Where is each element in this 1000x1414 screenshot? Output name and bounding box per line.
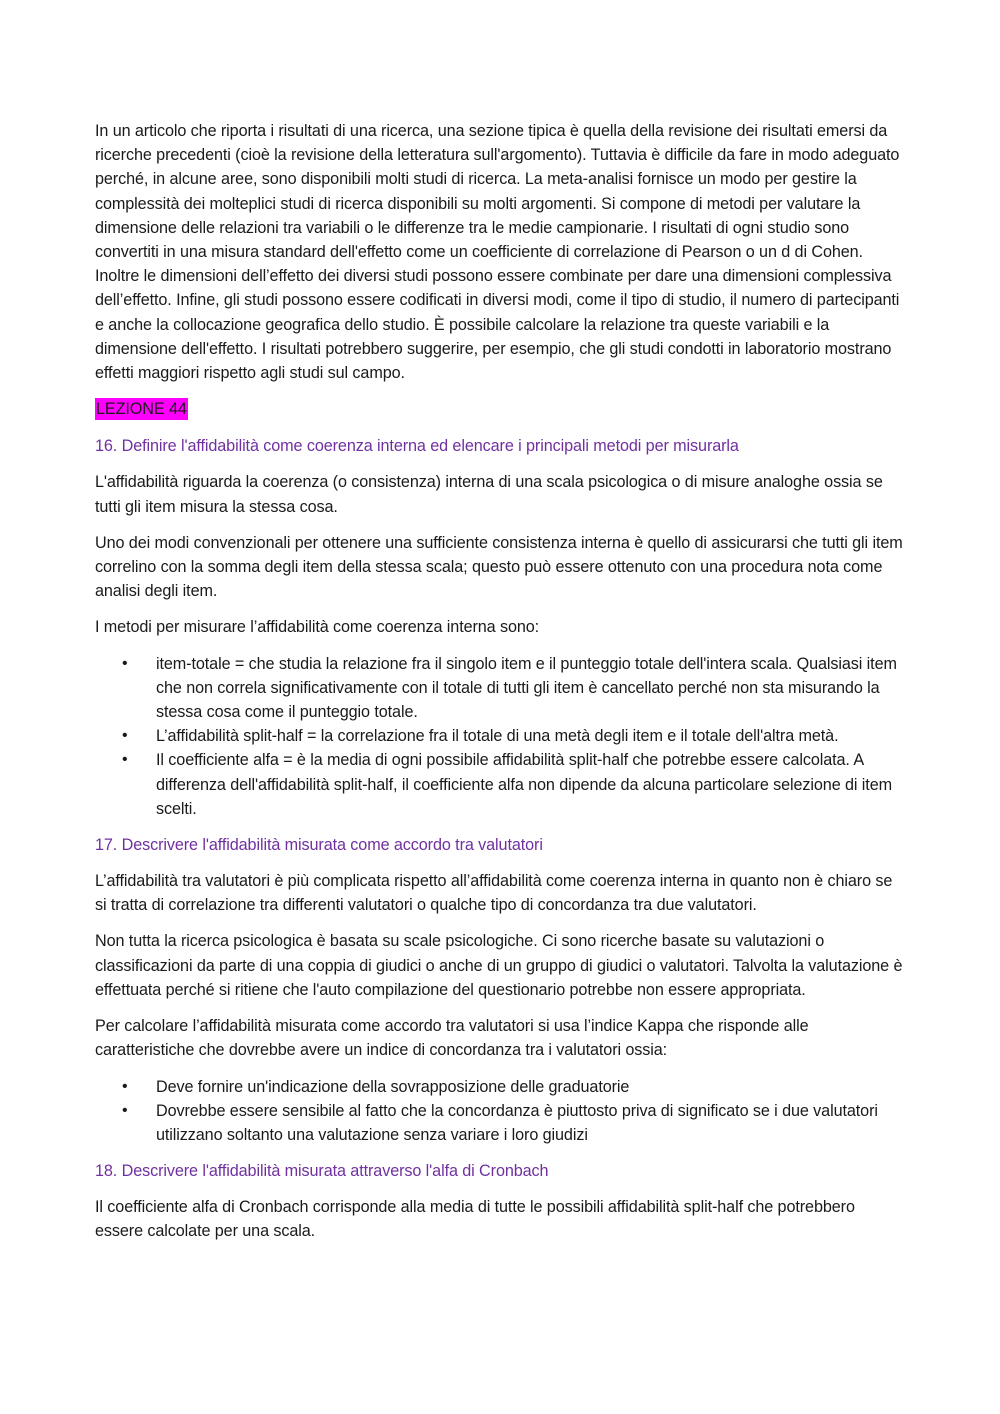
section-16-paragraph-3: I metodi per misurare l’affidabilità come coerenza interna sono: (95, 618, 540, 637)
bullet-icon: • (122, 727, 128, 745)
list-item (95, 724, 907, 748)
bullet-icon: • (122, 1077, 128, 1095)
intro-paragraph: In un articolo che riporta i risultati di una ricerca, una sezione tipica è quella della revisione dei risultati emersi da ricerche precedenti (cioè la revisione della letteratura sull'argomento). Tuttavia è difficile da fare in modo adeguato perché, in alcune aree, sono disponibili molti studi di ricerca. La meta-analisi fornisce un modo per gestire la complessità dei molteplici studi di ricerca disponibili su molti argomenti. Si compone di metodi per valutare la dimensione delle relazioni tra variabili o le differenze tra le medie campionarie. I risultati di ogni studio sono convertiti in una misura standard dell'effetto come un coefficiente di correlazione di Pearson o un d di Cohen. Inoltre le dimensioni dell’effetto dei diversi studi possono essere combinate per dare una dimensioni complessiva dell’effetto. Infine, gli studi possono essere codificati in diversi modi, come il tipo di studio, il numero di partecipanti e anche la collocazione geografica dello studio. È possibile calcolare la relazione tra queste variabili e la dimensione dell'effetto. I risultati potrebbero suggerire, per esempio, che gli studi condotti in laboratorio mostrano effetti maggiori rispetto agli studi sul campo. (95, 122, 900, 383)
list-item-text: Dovrebbe essere sensibile al fatto che la concordanza è piuttosto priva di significato se i due valutatori utilizzano soltanto una valutazione senza variare i loro giudizi (156, 1101, 878, 1144)
section-17-paragraph-1: L’affidabilità tra valutatori è più complicata rispetto all’affidabilità come coerenza interna in quanto non è chiaro se si tratta di correlazione tra differenti valutatori o qualche tipo di concordanza tra due valutatori. (95, 872, 893, 915)
section-16-paragraph-2: Uno dei modi convenzionali per ottenere una sufficiente consistenza interna è quello di assicurarsi che tutti gli item correlino con la somma degli item della stessa scala; questo può essere ottenuto con una procedura nota come analisi degli item. (95, 533, 903, 601)
section-17-paragraph-2: Non tutta la ricerca psicologica è basata su scale psicologiche. Ci sono ricerche basate su valutazioni o classificazioni da parte di una coppia di giudici o anche di un gruppo di giudici o valutatori. Talvolta la valutazione è effettuata perché si ritiene che l'auto compilazione del questionario potrebbe non essere appropriata. (95, 932, 903, 999)
list-item-text: item-totale = che studia la relazione fra il singolo item e il punteggio totale dell'intera scala. Qualsiasi item che non correla significativamente con il totale di tutti gli item è cancellato perché non sta misurando la stessa cosa come il punteggio totale. (156, 654, 897, 722)
list-item (95, 1099, 907, 1147)
lesson-tag: LEZIONE 44 (96, 400, 187, 419)
list-item (95, 652, 907, 725)
section-18-paragraph-1: Il coefficiente alfa di Cronbach corrisponde alla media di tutte le possibili affidabilità split-half che potrebbero essere calcolate per una scala. (95, 1198, 855, 1241)
list-item (95, 1075, 907, 1099)
list-item-text: Deve fornire un'indicazione della sovrapposizione delle graduatorie (156, 1077, 630, 1096)
list-item-text: Il coefficiente alfa = è la media di ogni possibile affidabilità split-half che potrebbe essere calcolata. A differenza dell'affidabilità split-half, il coefficiente alfa non dipende da alcuna particolare selezione di item scelti. (156, 751, 892, 818)
bullet-icon: • (122, 751, 128, 769)
document-page (95, 119, 907, 1256)
section-17-bullet-list (95, 1075, 907, 1148)
section-16-bullet-list (95, 652, 907, 821)
list-item (95, 748, 907, 821)
list-item-text: L’affidabilità split-half = la correlazione fra il totale di una metà degli item e il totale dell'altra metà. (156, 727, 839, 746)
section-16-paragraph-1: L'affidabilità riguarda la coerenza (o consistenza) interna di una scala psicologica o di misure analoghe ossia se tutti gli item misura la stessa cosa. (95, 473, 883, 516)
bullet-icon: • (122, 654, 128, 672)
section-16-heading: 16. Definire l'affidabilità come coerenza interna ed elencare i principali metodi per misurarla (95, 437, 739, 456)
bullet-icon: • (122, 1101, 128, 1119)
section-17-paragraph-3: Per calcolare l’affidabilità misurata come accordo tra valutatori si usa l’indice Kappa che risponde alle caratteristiche che dovrebbe avere un indice di concordanza tra i valutatori ossia: (95, 1017, 809, 1060)
lesson-tag-line (95, 397, 907, 421)
section-18-heading: 18. Descrivere l'affidabilità misurata attraverso l'alfa di Cronbach (95, 1162, 549, 1181)
section-17-heading: 17. Descrivere l'affidabilità misurata come accordo tra valutatori (95, 836, 543, 855)
